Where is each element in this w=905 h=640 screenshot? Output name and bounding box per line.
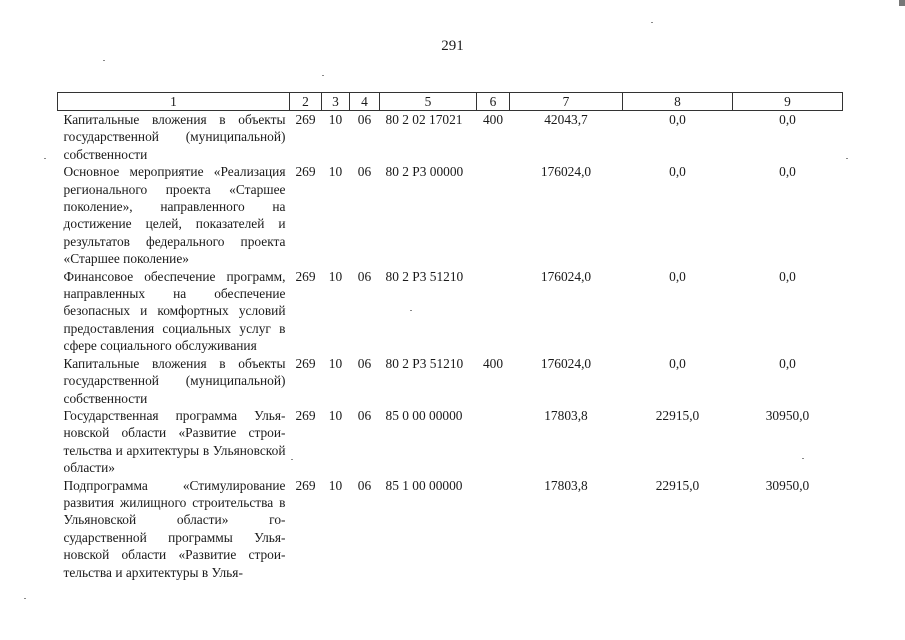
- scan-speck: [651, 22, 653, 23]
- col-header-7: 7: [510, 93, 623, 111]
- row-target-code: 85 1 00 00000: [385, 477, 463, 493]
- scan-speck: [44, 158, 46, 159]
- row-target-code: 80 2 02 17021: [385, 112, 463, 127]
- scan-speck: [322, 75, 324, 76]
- row-section: 10: [328, 112, 343, 127]
- row-name: Финансовое обеспечение программ, направленных на обеспечение безопасных и комфортных условий предоставления социальных услуг в сфере социального обслуживания: [63, 268, 286, 354]
- row-subsection: 06: [357, 164, 372, 180]
- row-amount-2: 0,0: [669, 164, 686, 180]
- row-section: 10: [328, 407, 343, 423]
- row-target-code: 80 2 Р3 51210: [385, 355, 464, 371]
- row-amount-1: 176024,0: [540, 268, 592, 284]
- row-amount-1: 42043,7: [544, 112, 588, 127]
- col-header-5: 5: [380, 93, 477, 111]
- budget-table: [57, 92, 843, 581]
- row-code-grbs: 269: [295, 355, 316, 371]
- row-target-code: 80 2 Р3 51210: [385, 268, 464, 284]
- col-header-9: 9: [733, 93, 843, 111]
- row-name: Основное мероприятие «Реализация регионального проекта «Старшее поколение», направленного на достижение целей, показателей и результатов федерального проекта «Старшее поколение»: [63, 164, 286, 267]
- row-amount-1: 17803,8: [544, 407, 588, 423]
- row-amount-1: 17803,8: [544, 477, 588, 493]
- row-amount-2: 0,0: [669, 268, 686, 284]
- row-name: Государственная программа Ульяновской области «Развитие строительства и архитектуры в Ульяновской области»: [63, 407, 286, 476]
- scan-speck: [410, 310, 412, 311]
- row-amount-2: 0,0: [669, 112, 686, 127]
- row-amount-1: 176024,0: [540, 355, 592, 371]
- row-code-grbs: 269: [295, 407, 316, 423]
- col-header-2: 2: [290, 93, 322, 111]
- row-amount-3: 0,0: [779, 355, 796, 371]
- row-code-grbs: 269: [295, 112, 316, 127]
- col-header-6: 6: [477, 93, 510, 111]
- row-name: Подпрограмма «Стимулирование развития жилищного строительства в Ульяновской области» государственной программы Ульяновской области «Развитие строительства и архитектуры в Улья-: [63, 477, 286, 580]
- row-expense-type: [477, 163, 510, 267]
- row-amount-3: 0,0: [779, 112, 796, 127]
- row-target-code: 80 2 Р3 00000: [385, 164, 464, 180]
- row-subsection: 06: [357, 477, 372, 493]
- col-header-3: 3: [322, 93, 350, 111]
- scan-speck: [103, 60, 105, 61]
- col-header-1: 1: [58, 93, 290, 111]
- row-amount-3: 30950,0: [765, 477, 810, 493]
- page-number: 291: [441, 38, 464, 54]
- table-header-row: [58, 93, 843, 111]
- row-section: 10: [328, 477, 343, 493]
- scan-speck: [291, 459, 293, 460]
- row-code-grbs: 269: [295, 268, 316, 284]
- row-amount-3: 0,0: [779, 268, 796, 284]
- table-row: [58, 111, 843, 164]
- scan-speck: [24, 598, 26, 599]
- scan-edge-mark: [899, 0, 905, 6]
- table-row: [58, 163, 843, 267]
- row-target-code: 85 0 00 00000: [385, 407, 463, 423]
- row-amount-1: 176024,0: [540, 164, 592, 180]
- table-row: [58, 407, 843, 477]
- row-subsection: 06: [357, 112, 372, 127]
- row-amount-3: 0,0: [779, 164, 796, 180]
- table-row: [58, 477, 843, 581]
- row-section: 10: [328, 164, 343, 180]
- row-expense-type: 400: [482, 112, 504, 127]
- row-subsection: 06: [357, 407, 372, 423]
- row-subsection: 06: [357, 355, 372, 371]
- row-section: 10: [328, 355, 343, 371]
- row-section: 10: [328, 268, 343, 284]
- row-expense-type: [477, 407, 510, 477]
- col-header-8: 8: [623, 93, 733, 111]
- scan-speck: [802, 458, 804, 459]
- scan-speck: [846, 158, 848, 159]
- table-row: [58, 355, 843, 407]
- row-subsection: 06: [357, 268, 372, 284]
- row-amount-2: 22915,0: [655, 477, 700, 493]
- col-header-4: 4: [350, 93, 380, 111]
- table-row: [58, 268, 843, 355]
- row-code-grbs: 269: [295, 477, 316, 493]
- row-amount-3: 30950,0: [765, 407, 810, 423]
- row-expense-type: [477, 477, 510, 581]
- row-code-grbs: 269: [295, 164, 316, 180]
- row-expense-type: [477, 268, 510, 355]
- row-name: Капитальные вложения в объекты государственной (муниципальной) собственности: [63, 112, 286, 162]
- row-amount-2: 22915,0: [655, 407, 700, 423]
- row-expense-type: 400: [482, 355, 504, 371]
- row-name: Капитальные вложения в объекты государственной (муниципальной) собственности: [63, 355, 286, 406]
- row-amount-2: 0,0: [669, 355, 686, 371]
